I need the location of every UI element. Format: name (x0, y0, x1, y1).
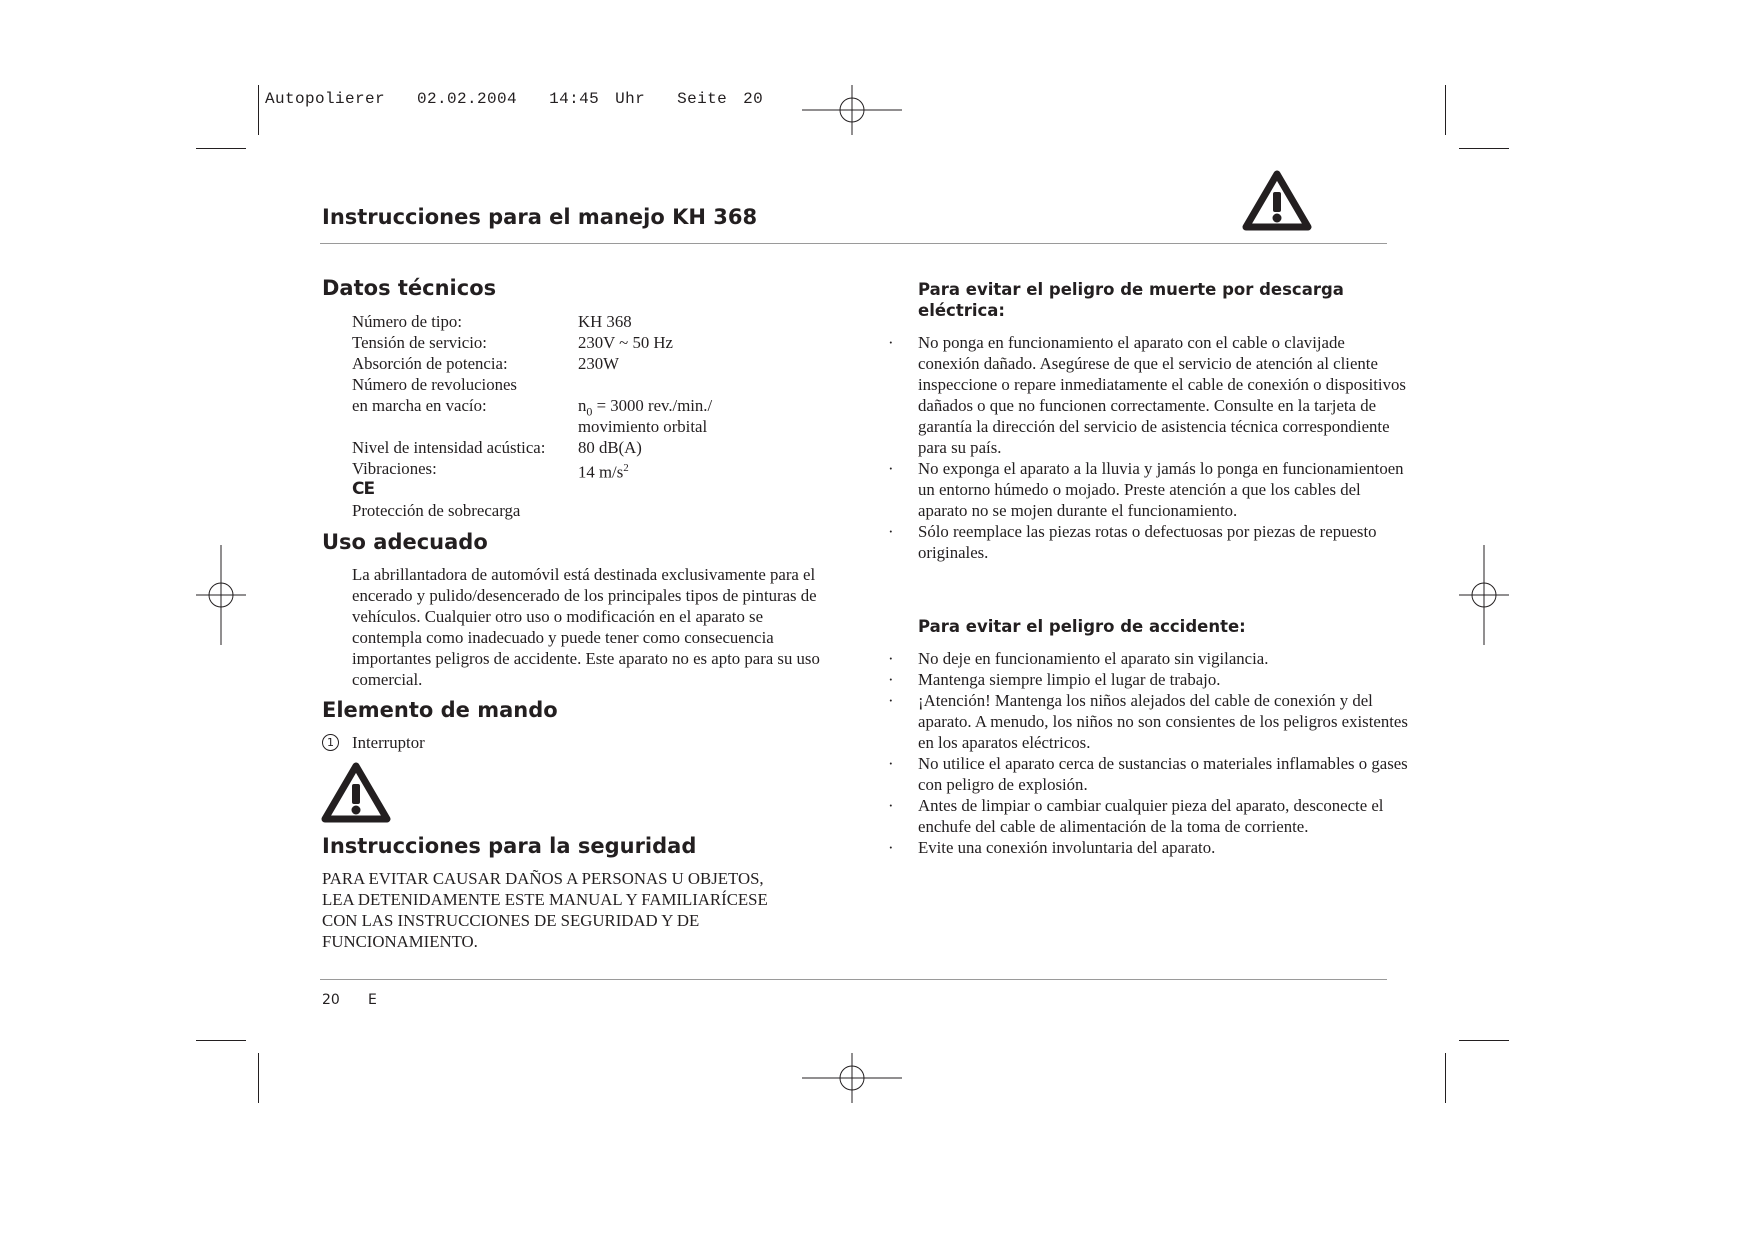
list-item-text: Mantenga siempre limpio el lugar de trabajo. (918, 670, 1221, 689)
electric-list (888, 332, 1408, 563)
spec-value-text: = 3000 rev./min./ (592, 396, 713, 415)
list-item: · Evite una conexión involuntaria del aparato. (888, 838, 1216, 857)
spec-label: Absorción de potencia: (352, 354, 508, 373)
list-item: · No utilice el aparato cerca de sustancias o materiales inflamables o gases con peligro de explosión. (888, 754, 1408, 794)
list-item: · ¡Atención! Mantenga los niños alejados del cable de conexión y del aparato. A menudo, los niños no son consientes de los peligros existentes en los aparatos eléctricos. (888, 691, 1408, 752)
crop-mark (1459, 1040, 1509, 1041)
list-item: · No exponga el aparato a la lluvia y jamás lo ponga en funcionamientoen un entorno húmedo o mojado. Preste atención a que los cables del aparato no se mojen durante el funcionamiento. (888, 459, 1404, 520)
switch-label: Interruptor (352, 733, 425, 752)
overload-protection: Protección de sobrecarga (352, 501, 521, 520)
crop-mark (1445, 1053, 1446, 1103)
spec-label: Número de revoluciones (352, 375, 517, 394)
list-item: · Mantenga siempre limpio el lugar de trabajo. (888, 670, 1221, 689)
item-number-badge (322, 734, 339, 751)
page-number: 20 (322, 992, 340, 1008)
spec-label: Nivel de intensidad acústica: (352, 438, 546, 457)
spec-value: 230W (578, 354, 620, 373)
header-rule (320, 243, 1387, 244)
mando-heading: Elemento de mando (322, 698, 558, 722)
list-item-text: ¡Atención! Mantenga los niños alejados del cable de conexión y del aparato. A menudo, los niños no son consientes de los peligros existentes en los aparatos eléctricos. (918, 691, 1408, 752)
spec-label: Número de tipo: (352, 312, 462, 331)
crop-mark (1445, 85, 1446, 135)
seguridad-heading: Instrucciones para la seguridad (322, 834, 697, 858)
list-item-text: No utilice el aparato cerca de sustancias o materiales inflamables o gases con peligro de explosión. (918, 754, 1408, 794)
spec-value: KH 368 (578, 312, 632, 331)
ce-mark: CE (352, 479, 375, 499)
crop-mark (258, 85, 259, 135)
warning-triangle-icon (321, 762, 391, 824)
seguridad-text: PARA EVITAR CAUSAR DAÑOS A PERSONAS U OBJETOS, LEA DETENIDAMENTE ESTE MANUAL Y FAMILIARÍCESE CON LAS INSTRUCCIONES DE SEGURIDAD Y DE FUNCIONAMIENTO. (322, 869, 768, 951)
spec-value: movimiento orbital (578, 417, 708, 436)
list-item-text: Antes de limpiar o cambiar cualquier pieza del aparato, desconecte el enchufe del cable de alimentación de la toma de corriente. (918, 796, 1384, 836)
item-number: 1 (327, 736, 334, 749)
accident-list (888, 648, 1408, 858)
uso-heading: Uso adecuado (322, 530, 488, 554)
warning-triangle-icon (1242, 170, 1312, 232)
print-file: Autopolierer (265, 90, 386, 108)
spec-value: 80 dB(A) (578, 438, 642, 457)
spec-value (578, 458, 629, 483)
spec-value-subscript: 0 (586, 404, 593, 419)
crop-mark (258, 1053, 259, 1103)
footer-rule (320, 979, 1387, 980)
print-page: Seite 20 (677, 90, 764, 108)
list-item: · No deje en funcionamiento el aparato sin vigilancia. (888, 649, 1269, 668)
spec-value: 230V ~ 50 Hz (578, 333, 674, 352)
language-code: E (368, 992, 377, 1008)
registration-mark-left (196, 543, 246, 647)
electric-heading: Para evitar el peligro de muerte por descarga eléctrica: (918, 280, 1344, 320)
print-time: 14:45 Uhr (549, 90, 646, 108)
registration-mark-right (1459, 543, 1509, 647)
crop-mark (196, 1040, 246, 1041)
accident-heading: Para evitar el peligro de accidente: (918, 617, 1246, 636)
list-item-text: Evite una conexión involuntaria del aparato. (918, 838, 1216, 857)
registration-mark-top (800, 85, 904, 135)
spec-value-text: 14 m/s (578, 462, 624, 482)
list-item-text: No ponga en funcionamiento el aparato con el cable o clavijade conexión dañado. Asegúrese de que el servicio de atención al cliente inspeccione o repare inmediatamente el cable de conexión o dispositivos dañados o que no funcionen correctamente. Consulte en la tarjeta de garantía la dirección del servicio de asistencia técnica correspondiente para su país. (918, 333, 1406, 457)
spec-value-symbol: n (578, 396, 587, 415)
list-item: · Antes de limpiar o cambiar cualquier pieza del aparato, desconecte el enchufe del cable de alimentación de la toma de corriente. (888, 796, 1384, 836)
page-title: Instrucciones para el manejo KH 368 (322, 205, 758, 229)
spec-label: Vibraciones: (352, 459, 437, 478)
spec-value-superscript: 2 (623, 462, 629, 474)
uso-text: La abrillantadora de automóvil está destinada exclusivamente para el encerado y pulido/desencerado de los principales tipos de pinturas de vehículos. Cualquier otro uso o modificación en el aparato se contempla como inadecuado y puede tener como consecuencia importantes peligros de accidente. Este aparato no es apto para su uso comercial. (352, 565, 820, 689)
list-item: · Sólo reemplace las piezas rotas o defectuosas por piezas de repuesto originales. (888, 522, 1377, 562)
registration-mark-bottom (800, 1053, 904, 1103)
print-header (265, 90, 763, 108)
list-item-text: Sólo reemplace las piezas rotas o defectuosas por piezas de repuesto originales. (918, 522, 1377, 562)
spec-label: en marcha en vacío: (352, 396, 487, 415)
list-item-text: No exponga el aparato a la lluvia y jamás lo ponga en funcionamientoen un entorno húmedo o mojado. Preste atención a que los cables del aparato no se mojen durante el funcionamiento. (918, 459, 1404, 520)
spec-label: Tensión de servicio: (352, 333, 487, 352)
list-item-text: No deje en funcionamiento el aparato sin vigilancia. (918, 649, 1269, 668)
datos-heading: Datos técnicos (322, 276, 497, 300)
list-item: · No ponga en funcionamiento el aparato con el cable o clavijade conexión dañado. Asegúrese de que el servicio de atención al cliente inspeccione o repare inmediatamente el cable de conexión o dispositivos dañados o que no funcionen correctamente. Consulte en la tarjeta de garantía la dirección del servicio de asistencia técnica correspondiente para su país. (888, 333, 1406, 457)
crop-mark (196, 148, 246, 149)
crop-mark (1459, 148, 1509, 149)
print-date: 02.02.2004 (417, 90, 518, 108)
